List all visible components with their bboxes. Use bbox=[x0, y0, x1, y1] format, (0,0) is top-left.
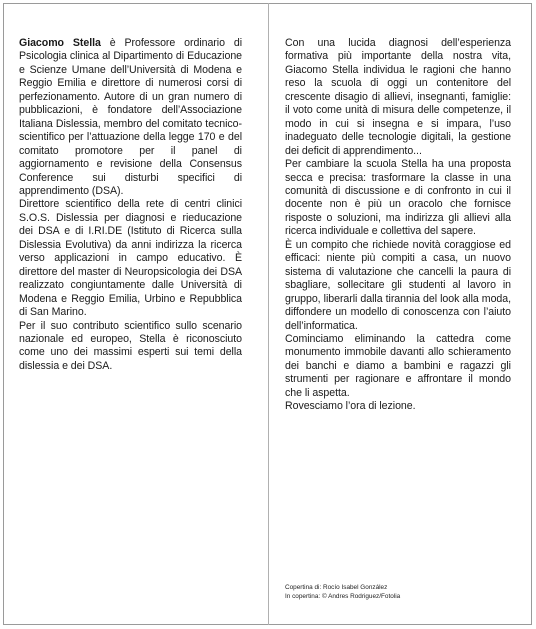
description-paragraph-5: Rovesciamo l’ora di lezione. bbox=[285, 400, 416, 413]
description-paragraph-3: È un compito che richiede novità coraggiose ed efficaci: niente più compiti a casa, un nuovo sistema di valutazione che cancelli la paura di sbagliare, sollecitare gli studenti al lavoro in gruppo, liberarli dalla tirannia del look alla moda, diffondere un modello di conoscenza con l’aiuto dell’informatica. bbox=[285, 238, 511, 332]
author-bio-column bbox=[19, 37, 242, 373]
cover-design-credit: Copertina di: Rocío Isabel González bbox=[285, 584, 388, 591]
bio-paragraph-2: Direttore scientifico della rete di centri clinici S.O.S. Dislessia per diagnosi e rieducazione dei DSA e di I.RI.DE (Istituto di Ricerca sulla Dislessia Evolutiva) da anni indirizza la ricerca verso applicazioni in campo educativo. È direttore del master di Neuropsicologia dei DSA realizzato congiuntamente dalle Università di Modena e Reggio Emilia, Urbino e Repubblica di San Marino. bbox=[19, 198, 242, 319]
bio-text-1: è Professore ordinario di Psicologia clinica al Dipartimento di Educazione e Scienze Umane dell’Università di Modena e Reggio Emilia e direttore di numerosi corsi di perfezionamento. Autore di un gran numero di pubblicazioni, è fondatore dell’Associazione Italiana Dislessia, membro del comitato tecnico-scientifico per l’attuazione della legge 170 e del comitato promotore per il panel di aggiornamento e revisione della Consensus Conference sui disturbi specifici di apprendimento (DSA). bbox=[19, 37, 242, 197]
bio-paragraph-1 bbox=[19, 37, 242, 198]
description-paragraph-4: Cominciamo eliminando la cattedra come monumento immobile davanti allo schieramento dei banchi e diamo a bambini e ragazzi gli strumenti per ragionare e affrontare il mondo che li aspetta. bbox=[285, 332, 511, 399]
description-paragraph-2: Per cambiare la scuola Stella ha una proposta secca e precisa: trasformare la classe in una comunità di discussione e di confronto in cui il docente non è più un oracolo che fornisce risposte o soluzioni, ma indirizza gli allievi alla ricerca individuale e collettiva del sapere. bbox=[285, 158, 511, 238]
author-name: Giacomo Stella bbox=[19, 37, 101, 49]
cover-credits bbox=[285, 584, 511, 601]
fold-divider bbox=[268, 3, 269, 625]
cover-image-credit: In copertina: © Andres Rodriguez/Fotolia bbox=[285, 592, 401, 600]
description-paragraph-1: Con una lucida diagnosi dell’esperienza formativa più importante della nostra vita, Giacomo Stella individua le ragioni che hanno reso la scuola di oggi un contenitore del crescente disagio di allievi, insegnanti, famiglie: il voto come unità di misura delle competenze, il modo in cui si insegna e si impara, l’uso inadeguato delle tecnologie digitali, la gestione dei deficit di apprendimento... bbox=[285, 37, 511, 157]
book-description-column bbox=[285, 37, 511, 414]
bio-paragraph-3: Per il suo contributo scientifico sullo scenario nazionale ed europeo, Stella è riconosciuto come uno dei massimi esperti sui temi della dislessia e dei DSA. bbox=[19, 319, 242, 372]
